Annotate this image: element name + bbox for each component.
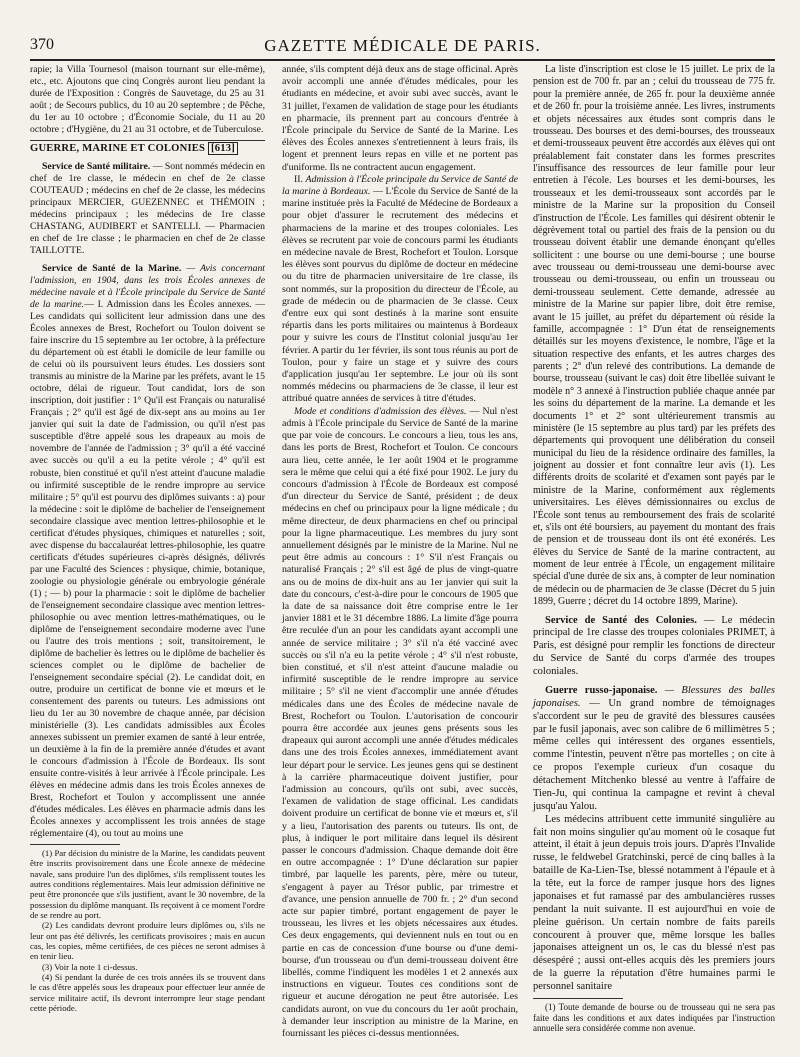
column-right xyxy=(533,64,775,1034)
article-body: — I. Admission dans les Écoles annexes. — Les candidats qui sollicitent leur admission dans une des Écoles annexes de Brest, Rochefort ou Toulon doivent se faire inscrire du 15 septembre au 1er octobre, à la préfecture du département où est établi le domicile de leur famille ou de celui où ils poursuivent leurs études. Les dossiers sont transmis au ministre de la Marine par les préfets, avant le 15 octobre, délai de rigueur. Tout candidat, lors de son inscription, doit justifier : 1° Qu'il est Français ou naturalisé Français ; 2° qu'il est âgé de dix-sept ans au moins au 1er janvier qui suit la date de l'admission, ou qu'il n'est pas susceptible d'être appelé sous les drapeaux au mois de novembre de l'année de l'admission ; 3° qu'il a été vacciné avec succès ou qu'il a eu la petite vérole ; 4° qu'il est robuste, bien constitué et qu'il n'est atteint d'aucune maladie ou infirmité susceptible de le rendre impropre au service militaire ; 5° qu'il est pourvu des diplômes suivants : a) pour la médecine : soit le diplôme de bachelier de l'enseignement secondaire classique avec mention lettres-philosophie et le certificat d'études physiques, chimiques et naturelles ; soit, avec dispense du baccalauréat lettres-philosophie, les quatre certificats d'études supérieures ci-après désignés, délivrés par une Faculté des Sciences : physique, chimie, botanique, zoologie ou physiologie générale ou embryologie générale (1) ; — b) pour la pharmacie : soit le diplôme de bachelier de l'enseignement secondaire classique avec mention lettres-philosophie ou avec mention lettres-mathématiques, ou le diplôme de l'enseignement secondaire moderne avec l'une ou l'autre des trois mentions ; soit, transitoirement, le diplôme de bachelier ès lettres ou le diplôme de bachelier ès sciences complet ou le diplôme de bachelier de l'enseignement secondaire spécial (2). Le candidat doit, en outre, produire un certificat de bonne vie et mœurs et le consentement des parents ou tuteurs. Les admissions ont lieu du 1er au 30 novembre de chaque année, par décision ministérielle (3). Les candidats admissibles aux Écoles annexes subissent un premier examen de santé à leur entrée, un deuxième à la fin de la première année d'études et avant le concours d'admission à l'École de Bordeaux. Ils sont ensuite contre-visités à leur arrivée à l'École principale. Les élèves en médecine admis dans les trois Écoles annexes de Brest, Rochefort et Toulon y accomplissent une année d'études médicales. Les élèves en pharmacie admis dans les Écoles annexes y accomplissent les trois années de stage réglementaire (4), ou tout au moins une xyxy=(30,299,266,839)
article-body: — Sont nommés médecin en chef de 1re classe, le médecin en chef de 2e classe COUTEAUD ; médecins en chef de 2e classe, les médecins principaux MERCIER, GUEZENNEC et THÉMOIN ; médecins principaux ; les médecins de 1re classe CHASTANG, AUDIBERT et SANTELLI. — Pharmacien en chef de 1re classe ; le pharmacien en chef de 2e classe TAILLOTTE. xyxy=(30,161,265,257)
section-number: [613] xyxy=(208,142,238,155)
article-heading: Service de Santé militaire. xyxy=(42,161,151,173)
footnote: (4) Si pendant la durée de ces trois années ils se trouvent dans le cas d'être appelés sous les drapeaux pour effectuer leur année de service militaire actif, ils devront interrompre leur stage pendant cette période. xyxy=(30,972,265,1014)
article-heading: Service de Santé des Colonies. xyxy=(545,614,697,626)
article-body: — L'École du Service de Santé de la marine instituée près la Faculté de Médecine de Bordeaux a pour objet d'assurer le recrutement des médecins et pharmaciens de la marine et des troupes coloniales. Les élèves se recrutent par voie de concours parmi les étudiants en médecine navale de Brest, Rochefort et Toulon. Lorsque les élèves sont pourvus du diplôme de docteur en médecine ou du titre de pharmacien universitaire de 1re classe, ils sont nommés, sur la proposition du directeur de l'École, au grade de médecin ou de pharmacien de 3e classe. Ceux d'entre eux qui sont destinés à la marine sont ensuite répartis dans les ports militaires ou maintenus à Bordeaux pour y suivre les cours de l'Institut colonial jusqu'au 1er février. A partir du 1er février, ils sont tous réunis au port de Toulon, pour y faire un stage et y suivre des cours d'application jusqu'au 1er septembre. Le jour où ils sont nommés médecins ou pharmaciens de 3e classe, il leur est attribué quatre années de services à titre d'études. xyxy=(282,186,518,405)
journal-title: GAZETTE MÉDICALE DE PARIS. xyxy=(264,36,541,55)
article-subheading: Admission à l'École principale du Service de Santé de la marine à Bordeaux. xyxy=(282,173,518,198)
article-russo-japanese-war xyxy=(533,685,775,814)
article-subheading: — Avis concernant l'admission, en 1904, dans les trois Écoles annexes de médecine navale et à l'École principale du Service de Santé de la marine. xyxy=(30,263,265,311)
footnote-divider xyxy=(30,844,120,845)
article-body: — Nul n'est admis à l'École principale du Service de Santé de la marine que par voie de concours. Le concours a lieu, tous les ans, dans les ports de Brest, Rochefort et Toulon. Ce concours aura lieu, cette année, le 1er août 1904 et le programme sera le même que celui qui a été fixé pour 1902. Le jury du concours d'admission à l'École de Bordeaux est composé d'un directeur du Service de Santé, président ; de deux médecins en chef ou principaux pour la ligne médicale ; du même directeur, de deux pharmaciens en chef ou principal pour la ligne pharmaceutique. Les membres du jury sont annuellement désignés par le ministre de la Marine. Nul ne peut être admis au concours : 1° S'il n'est Français ou naturalisé Français ; 2° s'il est âgé de plus de vingt-quatre ans ou de moins de dix-huit ans au 1er janvier qui suit la date du concours, c'est-à-dire pour le concours de 1905 que la date de sa naissance doit être comprise entre le 1er janvier 1881 et le 31 décembre 1886. La limite d'âge pourra être reculée d'un an pour les candidats ayant accompli une année de service militaire ; 3° s'il n'a été vacciné avec succès ou s'il n'a eu la petite vérole ; 4° s'il n'est robuste, bien constitué, et s'il n'est atteint d'aucune maladie ou infirmité susceptible de le rendre impropre au service militaire ; 5° s'il ne vient d'accomplir une année d'études médicales dans une des Écoles de médecine navale de Brest, Rochefort ou Toulon. L'autorisation de concourir pourra être accordée aux jeunes gens présents sous les drapeaux qui auront accompli une année d'études médicales dans une des trois Écoles annexes, immédiatement avant leur départ pour le service. Les jeunes gens qui se destinent à la carrière pharmaceutique doivent justifier, pour l'admission au concours, qu'ils ont subi, avec succès, l'examen de validation de stage officinal. Les candidats doivent produire un certificat de bonne vie et mœurs et, s'il y a lieu, l'autorisation des parents ou tuteurs. Ils ont, de plus, à indiquer le port militaire dans lequel ils désirent passer le concours d'admission. Chaque demande doit être en outre accompagnée : 1° D'une déclaration sur papier timbré, par laquelle les parents, père, mère ou tuteur, s'engagent à payer au Trésor public, par trimestre et d'avance, une pension annuelle de 700 fr. ; 2° d'un second acte sur papier timbré, portant engagement de payer le trousseau, les livres et les objets nécessaires aux études. Ces deux engagements, qui deviennent nuls en tout ou en partie en cas de concession d'une bourse ou d'une demi-bourse, d'un trousseau ou d'un demi-trousseau doivent être libellés, comme l'indiquent les modèles 1 et 2 annexés aux instructions en vigueur. Toutes ces conditions sont de rigueur et aucune dérogation ne peut être autorisée. Les candidats auront, on vue du concours du 1er août prochain, à demander leur inscription au ministre de la Marine, en fournissant les pièces ci-dessus mentionnées. xyxy=(282,405,518,1040)
admission-paragraph xyxy=(282,174,518,406)
article-body: — Le médecin principal de 1re classe des troupes coloniales PRIMET, à Paris, est désigné pour remplir les fonctions de directeur du Service de Santé du corps d'armée des troupes coloniales. xyxy=(533,614,776,677)
article-navy-health xyxy=(30,263,265,840)
article-subheading: Mode et conditions d'admission des élèves. xyxy=(294,405,467,417)
running-header xyxy=(30,36,775,58)
section-title: GUERRE, MARINE ET COLONIES xyxy=(30,143,206,155)
header-rule xyxy=(30,59,775,61)
conditions-paragraph xyxy=(282,406,518,1041)
continued-paragraph: La liste d'inscription est close le 15 juillet. Le prix de la pension est de 700 fr. par an ; celui du trousseau de 775 fr. pour la première année, de 265 fr. pour la deuxième année et de 260 fr. pour la troisième année. Les livres, instruments et objets nécessaires aux études sont compris dans le trousseau. Des bourses et des demi-bourses, des trousseaux et demi-trousseaux peuvent être accordés aux élèves qui ont préalablement fait constater dans les formes prescrites l'insuffisance des ressources de leur famille pour leur entretien à l'école. Les bourses et les demi-bourses, les trousseaux et les demi-trousseaux sont accordés par le ministre de la Marine sur la proposition du Conseil d'instruction de l'École. Les familles qui désirent obtenir le dégrèvement total ou partiel des frais de la pension ou du trousseau doivent établir une demande énonçant qu'elles sollicitent : une bourse ou une demi-bourse ; une bourse avec trousseau ou demi-trousseau une demi-bourse avec trousseau ou demi-trousseau, ou enfin un trousseau ou demi-trousseau seulement. Cette demande, adressée au ministre de la Marine sur papier libre, doit être remise, avant le 15 juillet, au préfet du département où réside la famille, accompagnée : 1° D'un état de renseignements détaillés sur les moyens d'existence, le nombre, l'âge et la situation respective des enfants, et les autres charges des parents ; 2° d'un relevé des contributions. La demande de bourse, trousseau (suivant le cas) doit être libellée suivant le modèle n° 3 annexé à l'instruction publiée chaque année par les soins du département de la marine. La demande et les documents 1° et 2° sont ultérieurement transmis au ministère (le 15 septembre au plus tard) par les préfets des départements qui provoquent une délibération du conseil municipal du lieu de la résidence ordinaire des familles, la joignent au dossier et font connaître leur avis (1). Les différents droits de scolarité et d'examen sont payés par le ministre de la Marine, conformément aux règlements universitaires. Les élèves démissionnaires ou exclus de l'École sont tenus au remboursement des frais de scolarité et, s'ils ont été boursiers, au payement du montant des frais de pension et de trousseau dont ils ont été exonérés. Les élèves du Service de Santé de la marine contractent, au moment de leur entrée à l'École, un engagement militaire spécial d'une durée de six ans, à compter de leur nomination de médecin ou de pharmacien de 3e classe (Décret du 5 juin 1899, Guerre ; décret du 14 octobre 1899, Marine). xyxy=(533,64,775,608)
article-body: — Un grand nombre de témoignages s'accordent sur le peu de gravité des blessures causées par le fusil japonais, avec son calibre de 6 millimètres 5 ; même celles qui intéressent des organes essentiels, comme l'intestin, peuvent n'être pas mortelles ; on cite à ce propos l'exemple curieux d'un cosaque du détachement Mitchenko blessé au ventre à l'affaire de Tien-Ju, qui continua la campagne et revint à cheval jusqu'au Yalou. xyxy=(533,697,775,812)
footnote: (1) Par décision du ministre de la Marine, les candidats peuvent être inscrits provisoirement dans une École annexe de médecine navale, sans produire l'un des diplômes, s'ils remplissent toutes les autres conditions réglementaires. Mais leur admission définitive ne peut être prononcée que s'ils justifient, avant le 30 novembre, de la possession du diplôme manquant. Ils reçoivent à ce moment l'ordre de se rendre au port. xyxy=(30,847,265,921)
article-colonies-health xyxy=(533,615,775,679)
article-heading: Guerre russo-japonaise. xyxy=(545,684,658,696)
article-paragraph: Les médecins attribuent cette immunité singulière au fait non moins singulier qu'au moment où le cosaque fut atteint, il était à jeun depuis trois jours. D'après l'Invalide russe, le feldwebel Gratchinski, percé de cinq balles à la bataille de Ka-Lien-Tse, blessé notamment à l'épaule et à la tête, eut la force de ramper jusque hors des lignes japonaises et fut ramassé par des ambulancières russes pendant la nuit suivante. Il est aujourd'hui en voie de pleine guérison. Un certain nombre de faits pareils concourent à prouver que, même lorsque les balles japonaises atteignent un os, le cas du blessé n'est pas désespéré ; aussi ont-elles acquis dès les premiers jours de la guerre la réputation d'être humaines parmi le personnel sanitaire xyxy=(533,813,775,992)
article-military-health xyxy=(30,161,265,257)
article-heading: Service de Santé de la Marine. xyxy=(42,263,182,275)
section-heading xyxy=(30,143,265,155)
continued-paragraph: année, s'ils comptent déjà deux ans de stage officinal. Après avoir accompli une année d'études médicales, pour les étudiants en médecine, et avoir subi avec succès, avant le 31 juillet, l'examen de validation de stage pour les étudiants en pharmacie, ils prennent part au concours d'entrée à l'École principale du Service de Santé de la Marine. Les élèves des Écoles annexes s'entretiennent à leurs frais, ils logent et prennent leurs repas en ville et ne portent pas d'uniforme. Ils ne contractent aucun engagement. xyxy=(282,64,518,173)
footnote: (2) Les candidats devront produire leurs diplômes ou, s'ils ne leur ont pas été délivrés, les certificats provisoires ; mais en aucun cas, les copies, même certifiées, de ces pièces ne seront admises à en tenir lieu. xyxy=(30,920,265,962)
column-left xyxy=(30,64,265,1013)
article-subheading: — Blessures des balles japonaises. xyxy=(533,684,775,709)
footnote: (1) Toute demande de bourse ou de trousseau qui ne sera pas faite dans les conditions et aux dates indiquées par l'instruction annuelle sera considérée comme non avenue. xyxy=(533,1001,775,1034)
footnote-divider xyxy=(533,998,623,999)
footnote: (3) Voir la note 1 ci-dessus. xyxy=(42,961,138,972)
page-number: 370 xyxy=(30,36,54,53)
article-heading: II. xyxy=(294,173,306,185)
section-divider xyxy=(30,140,265,141)
column-middle xyxy=(282,64,518,1040)
intro-paragraph: rapie; la Villa Tournesol (maison tournant sur elle-même), etc., etc. Ajoutons que cinq Congrès auront lieu pendant la durée de l'Exposition : Congrès de Sauvetage, du 25 au 31 août ; de Secours publics, du 10 au 20 septembre ; de Pêche, du 1er au 10 octobre ; d'Économie Sociale, du 11 au 20 octobre ; d'Hygiène, du 21 au 31 octobre, et de Tuberculose. xyxy=(30,64,265,136)
